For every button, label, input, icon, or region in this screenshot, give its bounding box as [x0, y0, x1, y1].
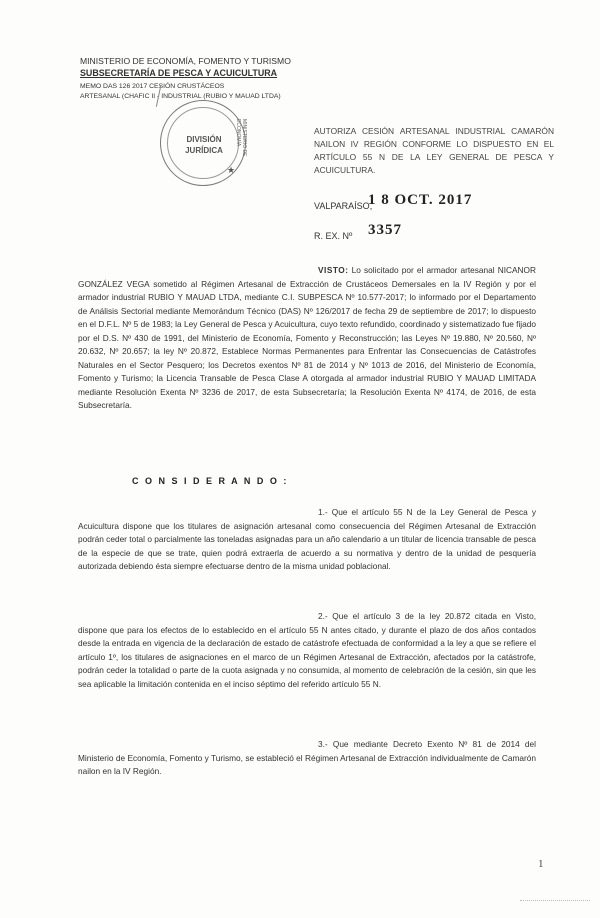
considerando-paragraph-2: 2.- Que el artículo 3 de la ley 20.872 citada en Visto, dispone que para los efectos de lo establecido en el artículo 55 N antes citado, y durante el plazo de dos años contados desde la entrada en vigencia de la declaración de estado de catástrofe efectuada de conformidad a la ley a que se refiere el artículo 1º, los titulares de asignaciones en el marco de un Régimen Artesanal de Extracción, afectados por la catástrofe, podrán ceder la totalidad o parte de la cuota asignada y no consumida, al momento de celebración de la cesión, sin que les sea aplicable la limitación contenida en el inciso séptimo del referido artículo 55 N.	[78, 611, 536, 689]
memo-reference-2: ARTESANAL (CHAFIC II - INDUSTRIAL (RUBIO Y MAUAD LTDA)	[80, 93, 281, 100]
page-number: 1	[538, 858, 544, 870]
resolution-title: AUTORIZA CESIÓN ARTESANAL INDUSTRIAL CAMARÓN NAILON IV REGIÓN CONFORME LO DISPUESTO EN EL ARTÍCULO 55 N DE LA LEY GENERAL DE PESCA Y ACUICULTURA.	[314, 126, 554, 175]
stamp-vertical-text: MINISTERIO DE ECONOMÍA	[235, 119, 247, 157]
visto-text: Lo solicitado por el armador artesanal NICANOR GONZÁLEZ VEGA sometido al Régimen Artesanal de Extracción de Crustáceos Demersales en la IV Región y por el armador industrial RUBIO Y MAUAD LTDA, mediante C.I. SUBPESCA Nº 10.577-2017; lo informado por el Departamento de Análisis Sectorial mediante Memorándum Técnico (DAS) Nº 126/2017 de fecha 29 de septiembre de 2017; lo dispuesto en el D.F.L. Nº 5 de 1983; la Ley General de Pesca y Acuicultura, cuyo texto refundido, coordinado y sistematizado fue fijado por el D.S. Nº 430 de 1991, del Ministerio de Economía, Fomento y Reconstrucción; las Leyes Nº 19.880, Nº 20.560, Nº 20.632, Nº 20.657; la ley Nº 20.872, Establece Normas Permanentes para Enfrentar las Consecuencias de Catástrofes Naturales en el Sector Pesquero; los Decretos exentos Nº 81 de 2014 y Nº 1013 de 2016, del Ministerio de Economía, Fomento y Turismo; la Licencia Transable de Pesca Clase A otorgada al armador industrial RUBIO Y MAUAD LIMITADA mediante Resolución Exenta Nº 3236 de 2017, de esta Subsecretaría; la Resolución Exenta Nº 4174, de 2016, de esta Subsecretaría.	[78, 265, 536, 410]
resolution-date: 1 8 OCT. 2017	[368, 192, 473, 208]
stamp-line-1: DIVISIÓN	[186, 135, 222, 144]
bottom-divider	[520, 900, 590, 901]
considerando-paragraph-3: 3.- Que mediante Decreto Exento Nº 81 de 2014 del Ministerio de Economía, Fomento y Turismo, se estableció el Régimen Artesanal de Extracción individualmente de Camarón nailon en la IV Región.	[78, 739, 536, 776]
subsecretaria-name: SUBSECRETARÍA DE PESCA Y ACUICULTURA	[80, 68, 278, 78]
visto-paragraph	[78, 264, 536, 413]
visto-lead: VISTO:	[318, 265, 349, 275]
ministry-name: MINISTERIO DE ECONOMÍA, FOMENTO Y TURISMO	[80, 56, 291, 66]
resex-number: 3357	[368, 222, 402, 238]
place-label: VALPARAÍSO,	[314, 201, 373, 211]
resex-label: R. EX. Nº	[314, 231, 353, 241]
stamp-line-2: JURÍDICA	[185, 146, 223, 155]
memo-reference: MEMO DAS 126 2017 CESIÓN CRUSTÁCEOS	[80, 83, 225, 90]
considerando-heading: C O N S I D E R A N D O :	[132, 476, 289, 486]
division-juridica-stamp	[160, 100, 246, 186]
star-icon: ★	[227, 165, 236, 175]
considerando-paragraph-1: 1.- Que el artículo 55 N de la Ley General de Pesca y Acuicultura dispone que los titulares de asignación artesanal como consecuencia del Régimen Artesanal de Extracción podrán ceder total o parcialmente las toneladas asignadas para un año calendario a un titular de licencia transable de pesca de la especie de que se trate, quien podrá extraerla de acuerdo a su normativa y dentro de la unidad de pesquería autorizada debiendo ésta siempre efectuarse dentro de la misma unidad poblacional.	[78, 507, 536, 571]
